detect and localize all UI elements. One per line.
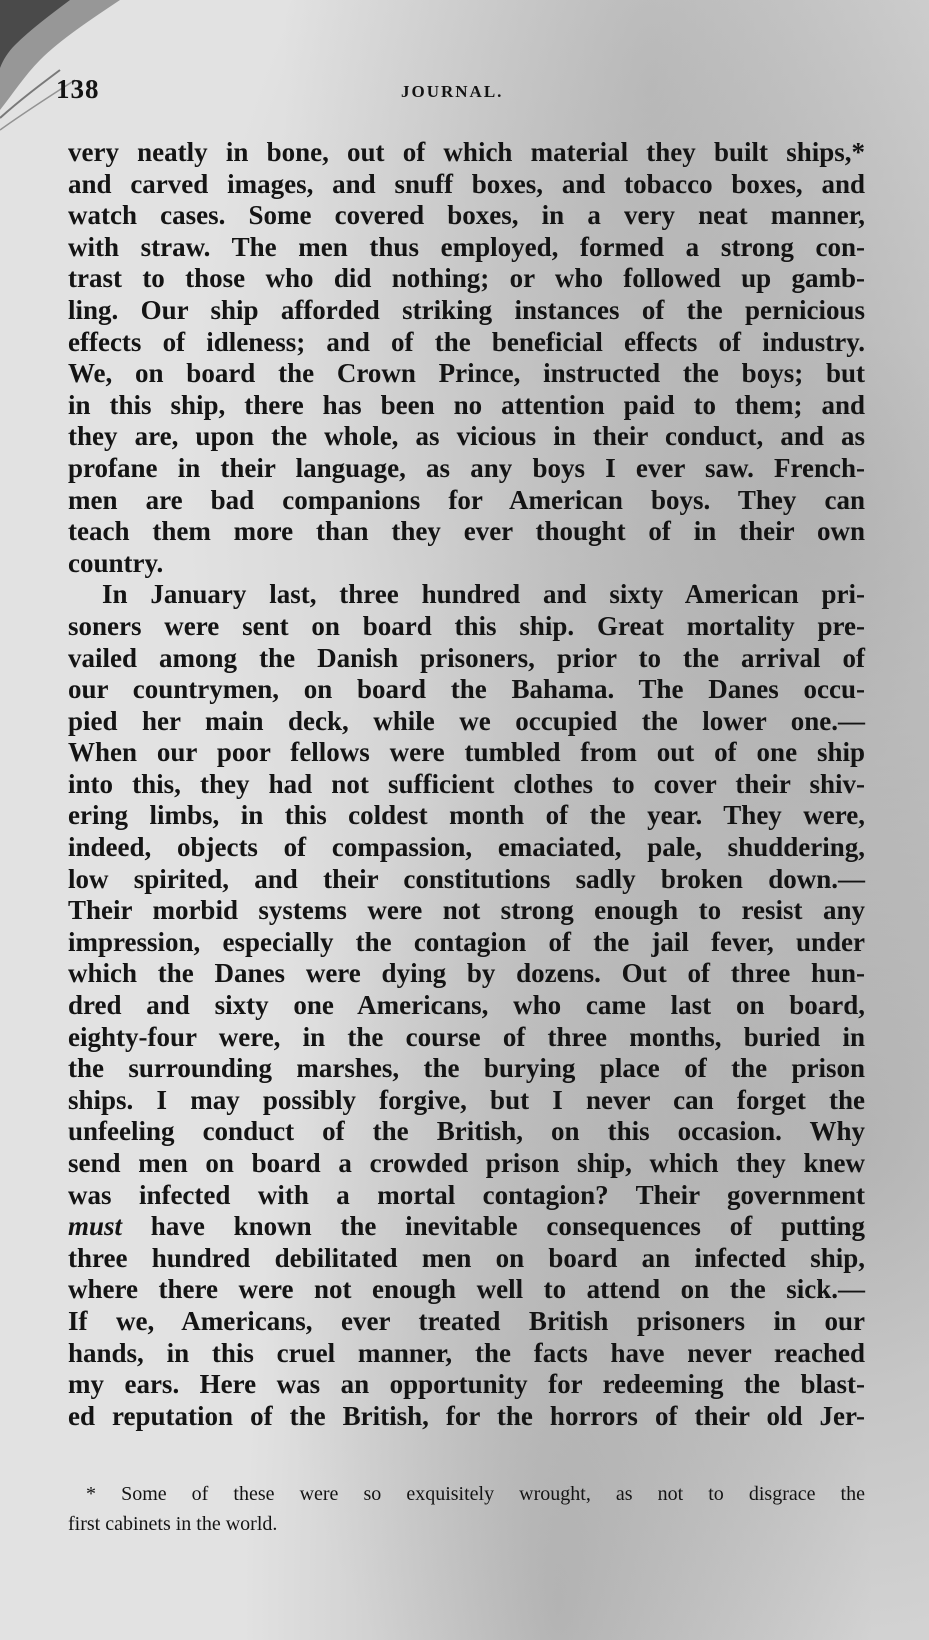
- text-line: trast to those who did nothing; or who followed up gamb-: [68, 263, 865, 294]
- text-line: must have known the inevitable consequences of putting: [68, 1211, 865, 1242]
- text-line: Their morbid systems were not strong enough to resist any: [68, 895, 865, 926]
- text-line: ering limbs, in this coldest month of the year. They were,: [68, 800, 865, 831]
- text-line: send men on board a crowded prison ship, which they knew: [68, 1148, 865, 1178]
- text-line: We, on board the Crown Prince, instructed the boys; but: [68, 358, 865, 389]
- text-line: which the Danes were dying by dozens. Out of three hun-: [68, 958, 865, 989]
- text-line: three hundred debilitated men on board an infected ship,: [68, 1242, 865, 1273]
- running-title: JOURNAL.: [401, 82, 504, 101]
- text-line: profane in their language, as any boys I ever saw. French-: [68, 452, 865, 483]
- body-text: [68, 137, 865, 1432]
- footnote-line: first cabinets in the world.: [68, 1513, 278, 1535]
- text-line: vailed among the Danish prisoners, prior to the arrival of: [68, 642, 865, 673]
- text-line: soners were sent on board this ship. Great mortality pre-: [68, 610, 865, 641]
- text-line: very neatly in bone, out of which material they built ships,*: [68, 137, 865, 167]
- text-line: ling. Our ship afforded striking instances of the pernicious: [68, 294, 865, 325]
- text-line: ships. I may possibly forgive, but I never can forget the: [68, 1084, 865, 1115]
- emphasis-word: must: [68, 1211, 123, 1242]
- text-line: dred and sixty one Americans, who came last on board,: [68, 990, 865, 1021]
- footnote-line: * Some of these were so exquisitely wrought, as not to disgrace the: [86, 1483, 865, 1505]
- text-line: watch cases. Some covered boxes, in a very neat manner,: [68, 200, 865, 231]
- text-line: In January last, three hundred and sixty American pri-: [102, 579, 865, 610]
- text-line: effects of idleness; and of the beneficial effects of industry.: [68, 326, 865, 357]
- text-line: in this ship, there has been no attention paid to them; and: [68, 389, 865, 420]
- text-line: men are bad companions for American boys. They can: [68, 484, 865, 515]
- text-line: impression, especially the contagion of the jail fever, under: [68, 926, 865, 957]
- text-line: country.: [68, 547, 164, 578]
- text-line: and carved images, and snuff boxes, and tobacco boxes, and: [68, 168, 865, 199]
- text-line: the surrounding marshes, the burying place of the prison: [68, 1053, 865, 1084]
- text-line: with straw. The men thus employed, formed a strong con-: [68, 231, 865, 262]
- text-line: they are, upon the whole, as vicious in their conduct, and as: [68, 421, 865, 452]
- text-line: hands, in this cruel manner, the facts have never reached: [68, 1337, 865, 1368]
- text-line: If we, Americans, ever treated British prisoners in our: [68, 1305, 865, 1336]
- text-line: low spirited, and their constitutions sadly broken down.—: [68, 863, 865, 894]
- page-number: 138: [56, 74, 100, 104]
- text-line: into this, they had not sufficient clothes to cover their shiv-: [68, 768, 865, 799]
- text-line: pied her main deck, while we occupied the lower one.—: [68, 705, 865, 736]
- text-line: indeed, objects of compassion, emaciated, pale, shuddering,: [68, 832, 865, 863]
- text-line: my ears. Here was an opportunity for redeeming the blast-: [68, 1369, 865, 1400]
- text-line: teach them more than they ever thought of in their own: [68, 516, 865, 547]
- text-line: was infected with a mortal contagion? Their government: [68, 1179, 865, 1210]
- text-line: When our poor fellows were tumbled from out of one ship: [68, 737, 865, 768]
- running-head: [46, 74, 829, 104]
- footnote: [68, 1479, 865, 1539]
- text-line: eighty-four were, in the course of three months, buried in: [68, 1021, 865, 1052]
- text-line: where there were not enough well to attend on the sick.—: [68, 1274, 865, 1305]
- text-line: unfeeling conduct of the British, on this occasion. Why: [68, 1116, 865, 1147]
- text-line: our countrymen, on board the Bahama. The Danes occu-: [68, 674, 865, 705]
- text-line: ed reputation of the British, for the horrors of their old Jer-: [68, 1400, 865, 1431]
